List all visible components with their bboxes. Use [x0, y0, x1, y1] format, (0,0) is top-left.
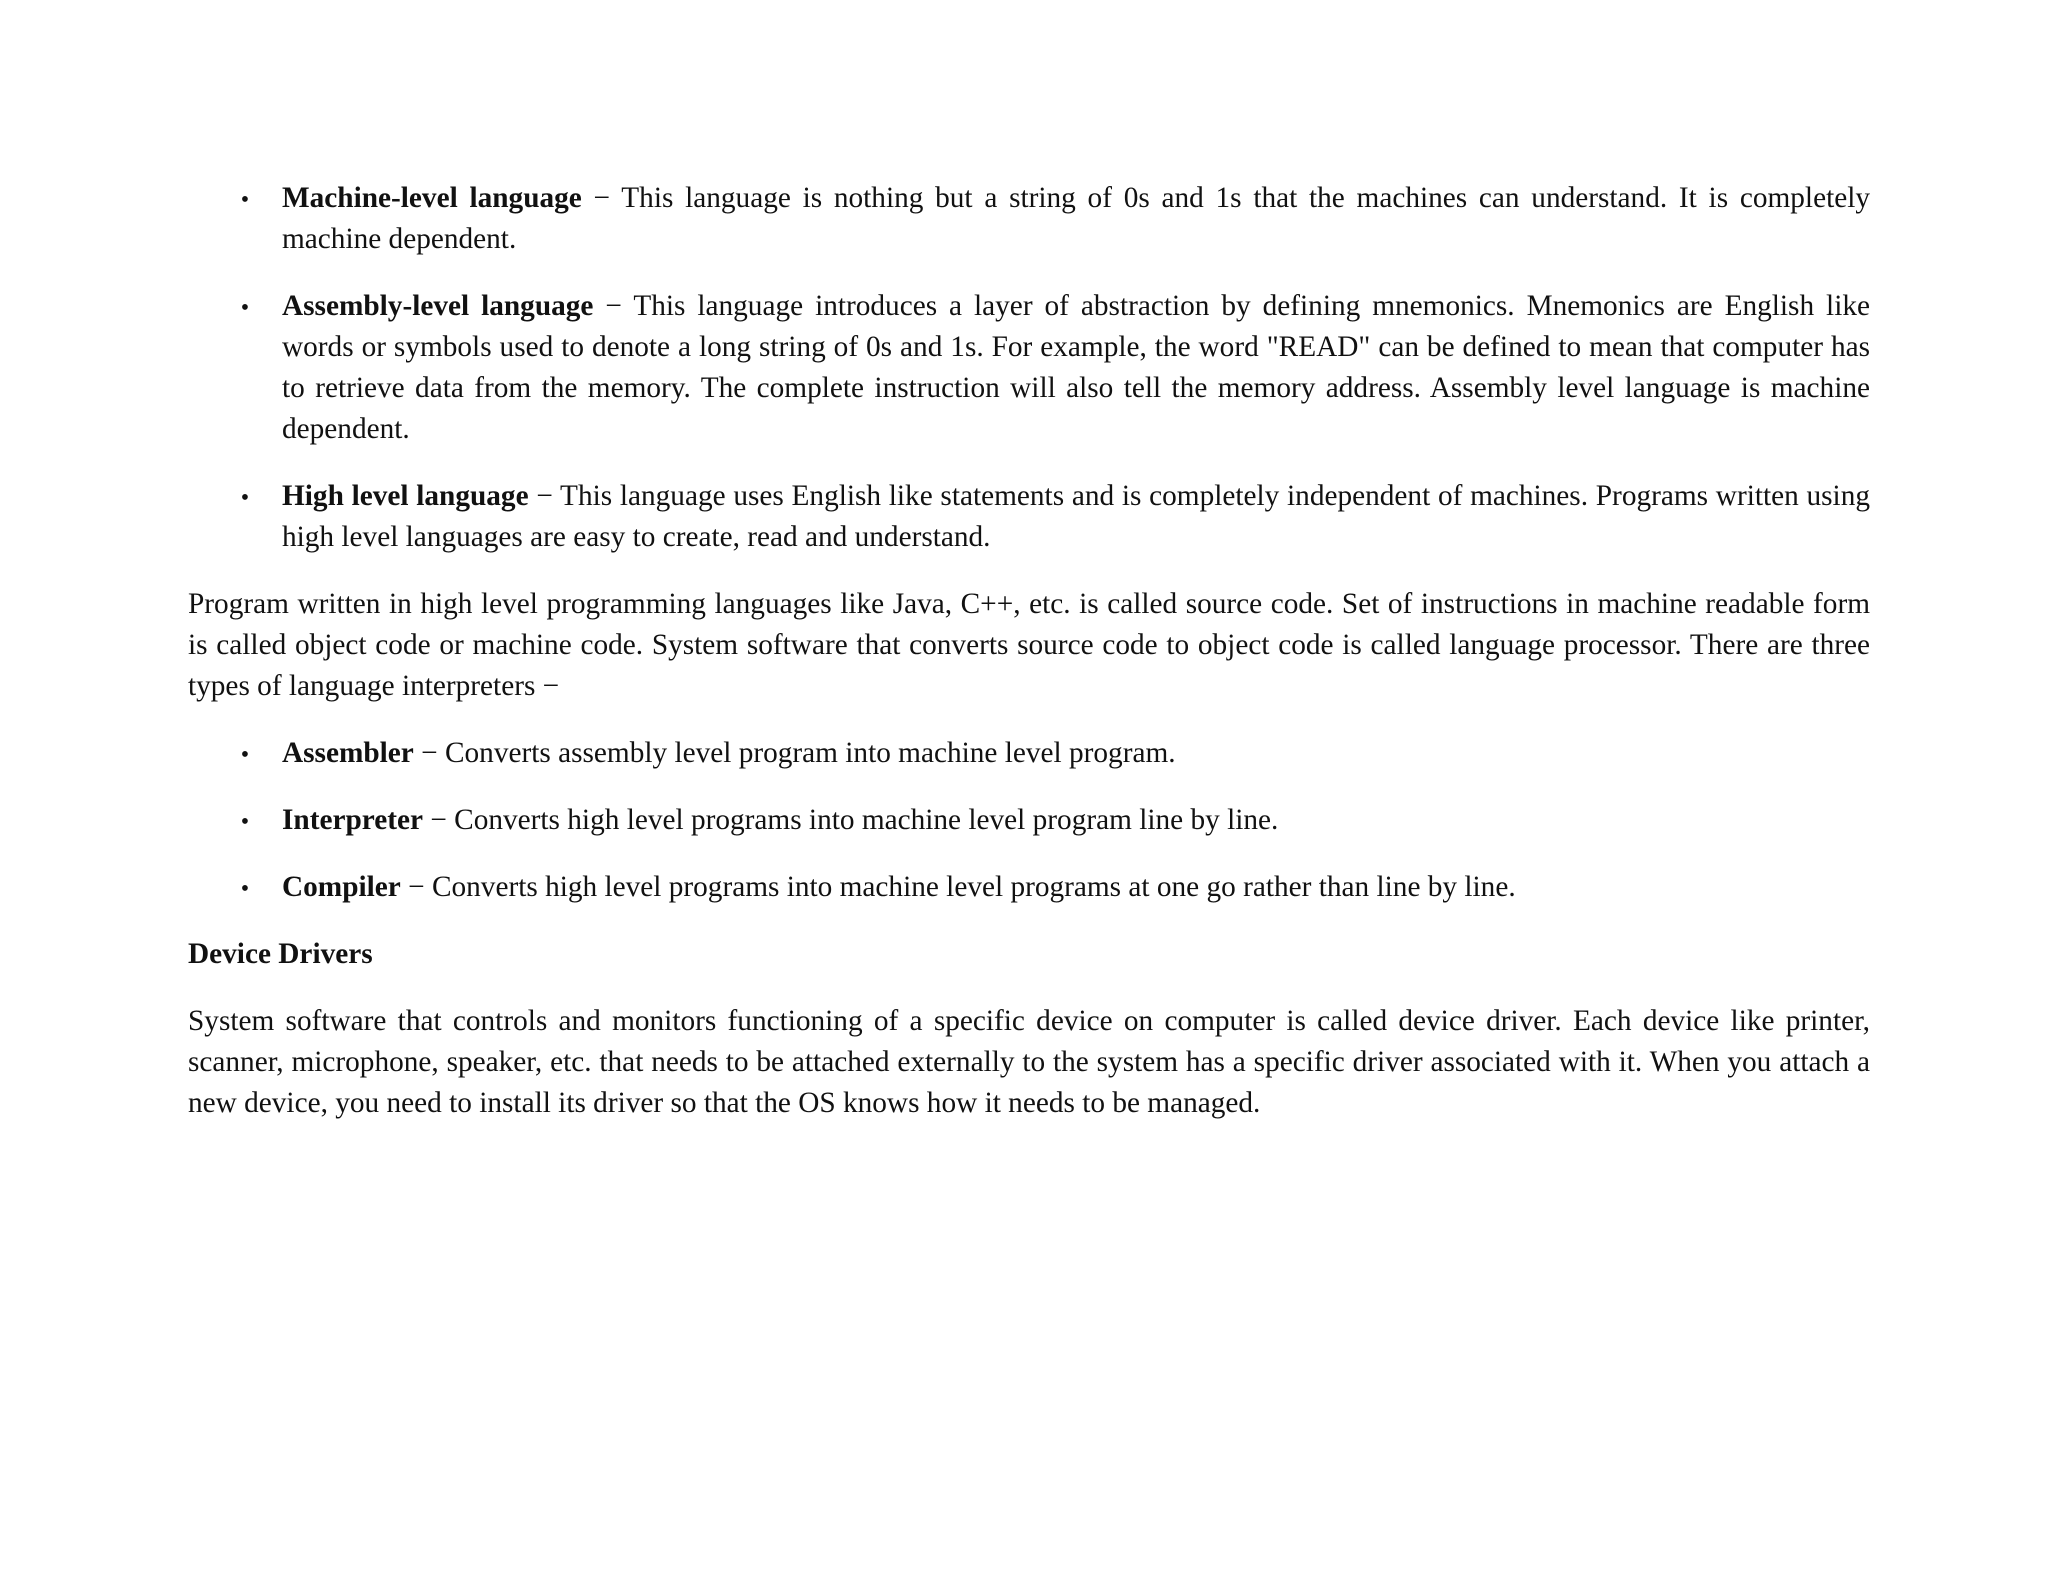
term-label: Assembler	[282, 737, 414, 769]
bullet-icon	[235, 733, 255, 776]
term-label: High level language	[282, 480, 529, 512]
language-processor-paragraph: Program written in high level programming languages like Java, C++, etc. is called source code. Set of instructions in machine readable form is called object code or machine code. System software that converts source code to object code is called language processor. There are three types of language interpreters −	[188, 588, 1870, 702]
bullet-icon	[235, 867, 255, 910]
interpreter-types-list	[188, 733, 1870, 908]
list-item-assembler	[188, 733, 1870, 774]
list-item-high-level	[188, 476, 1870, 558]
bullet-icon	[235, 286, 255, 329]
list-item-compiler	[188, 867, 1870, 908]
language-levels-list	[188, 178, 1870, 558]
term-description: − This language is nothing but a string of 0s and 1s that the machines can understand. It is completely machine dependent.	[282, 182, 1871, 255]
list-item-assembly-level	[188, 286, 1870, 450]
term-label: Machine-level language	[282, 182, 582, 214]
term-description: − Converts assembly level program into machine level program.	[413, 737, 1176, 769]
term-label: Assembly-level language	[282, 290, 594, 322]
term-label: Interpreter	[282, 804, 423, 836]
term-label: Compiler	[282, 871, 401, 903]
bullet-icon	[235, 476, 255, 519]
section-heading-device-drivers: Device Drivers	[188, 938, 373, 970]
device-drivers-paragraph: System software that controls and monitors functioning of a specific device on computer is called device driver. Each device like printer, scanner, microphone, speaker, etc. that needs to be attached externally to the system has a specific driver associated with it. When you attach a new device, you need to install its driver so that the OS knows how it needs to be managed.	[188, 1005, 1870, 1119]
bullet-icon	[235, 178, 255, 221]
list-item-machine-level	[188, 178, 1870, 260]
term-description: − This language uses English like statements and is completely independent of machines. Programs written using high level languages are easy to create, read and understand.	[282, 480, 1870, 553]
document-page	[188, 178, 1870, 1150]
term-description: − This language introduces a layer of abstraction by defining mnemonics. Mnemonics are English like words or symbols used to denote a long string of 0s and 1s. For example, the word "READ" can be defined to mean that computer has to retrieve data from the memory. The complete instruction will also tell the memory address. Assembly level language is machine dependent.	[282, 290, 1870, 445]
list-item-interpreter	[188, 800, 1870, 841]
term-description: − Converts high level programs into machine level programs at one go rather than line by line.	[400, 871, 1516, 903]
bullet-icon	[235, 800, 255, 843]
term-description: − Converts high level programs into machine level program line by line.	[423, 804, 1279, 836]
